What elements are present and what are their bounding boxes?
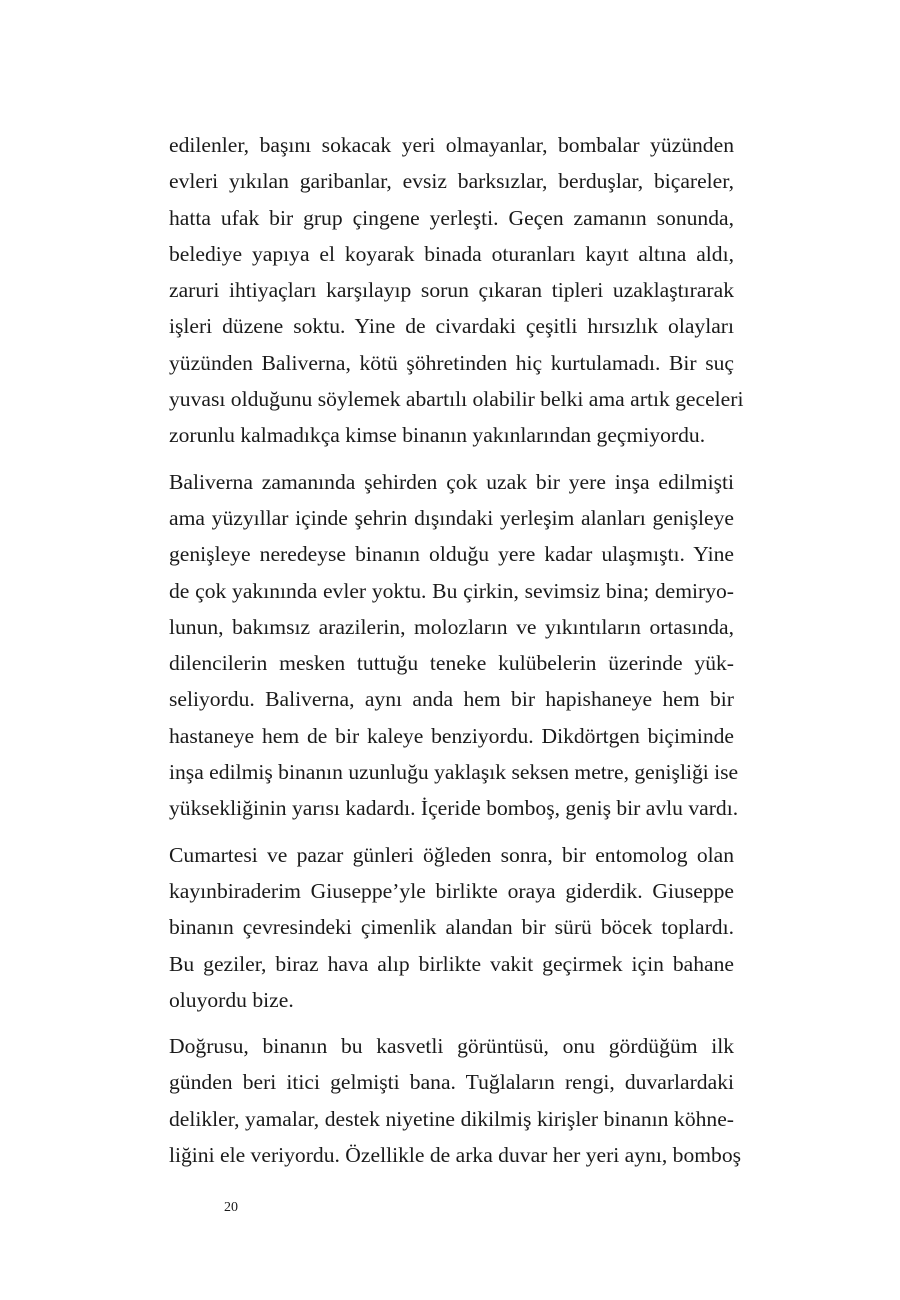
text-line: inşa edilmiş binanın uzunluğu yaklaşık seksen metre, genişliği ise [169, 760, 739, 785]
text-line: oluyordu bize. [169, 987, 294, 1012]
text-line: yüzünden Baliverna, kötü şöhretinden hiç kurtulamadı. Bir suç [169, 350, 734, 375]
text-line: hatta ufak bir grup çingene yerleşti. Geçen zamanın sonunda, [169, 205, 734, 230]
text-line: seliyordu. Baliverna, aynı anda hem bir hapishaneye hem bir [169, 687, 734, 712]
text-line: binanın çevresindeki çimenlik alandan bir sürü böcek toplardı. [169, 915, 734, 940]
text-line: Bu geziler, biraz hava alıp birlikte vakit geçirmek için bahane [169, 951, 734, 976]
text-line: edilenler, başını sokacak yeri olmayanlar, bombalar yüzünden [169, 133, 734, 157]
text-line: genişleye neredeyse binanın olduğu yere kadar ulaşmıştı. Yine [169, 542, 734, 567]
text-line: evleri yıkılan garibanlar, evsiz barksızlar, berduşlar, biçareler, [169, 169, 734, 194]
paragraph [169, 464, 739, 827]
text-line: hastaneye hem de bir kaleye benziyordu. Dikdörtgen biçiminde [169, 723, 734, 748]
text-line: Cumartesi ve pazar günleri öğleden sonra, bir entomolog olan [169, 842, 734, 867]
paragraph [169, 127, 744, 454]
text-line: zorunlu kalmadıkça kimse binanın yakınlarından geçmiyordu. [169, 423, 706, 448]
text-line: zaruri ihtiyaçları karşılayıp sorun çıkaran tipleri uzaklaştırarak [169, 278, 734, 303]
text-line: günden beri itici gelmişti bana. Tuğlaların rengi, duvarlardaki [169, 1070, 734, 1095]
text-line: işleri düzene soktu. Yine de civardaki çeşitli hırsızlık olayları [169, 314, 734, 339]
body-text [169, 127, 744, 1183]
text-line: liğini ele veriyordu. Özellikle de arka duvar her yeri aynı, bomboş [169, 1143, 742, 1168]
page-number: 20 [224, 1200, 238, 1215]
text-line: belediye yapıya el koyarak binada oturanları kayıt altına aldı, [169, 241, 734, 266]
paragraph [169, 837, 734, 1018]
text-line: dilencilerin mesken tuttuğu teneke kulübelerin üzerinde yük- [169, 651, 734, 676]
paragraph [169, 1028, 742, 1173]
text-line: lunun, bakımsız arazilerin, molozların ve yıkıntıların ortasında, [169, 614, 734, 639]
text-line: de çok yakınında evler yoktu. Bu çirkin, sevimsiz bina; demiryo- [169, 578, 734, 603]
text-line: Baliverna zamanında şehirden çok uzak bir yere inşa edilmişti [169, 469, 734, 494]
text-line: ama yüzyıllar içinde şehrin dışındaki yerleşim alanları genişleye [169, 505, 734, 530]
text-line: Doğrusu, binanın bu kasvetli görüntüsü, onu gördüğüm ilk [169, 1034, 734, 1059]
text-line: kayınbiraderim Giuseppe’yle birlikte oraya giderdik. Giuseppe [169, 878, 734, 903]
text-line: yuvası olduğunu söylemek abartılı olabilir belki ama artık geceleri [169, 387, 744, 412]
text-line: delikler, yamalar, destek niyetine dikilmiş kirişler binanın köhne- [169, 1106, 734, 1131]
text-line: yüksekliğinin yarısı kadardı. İçeride bomboş, geniş bir avlu vardı. [169, 796, 739, 821]
